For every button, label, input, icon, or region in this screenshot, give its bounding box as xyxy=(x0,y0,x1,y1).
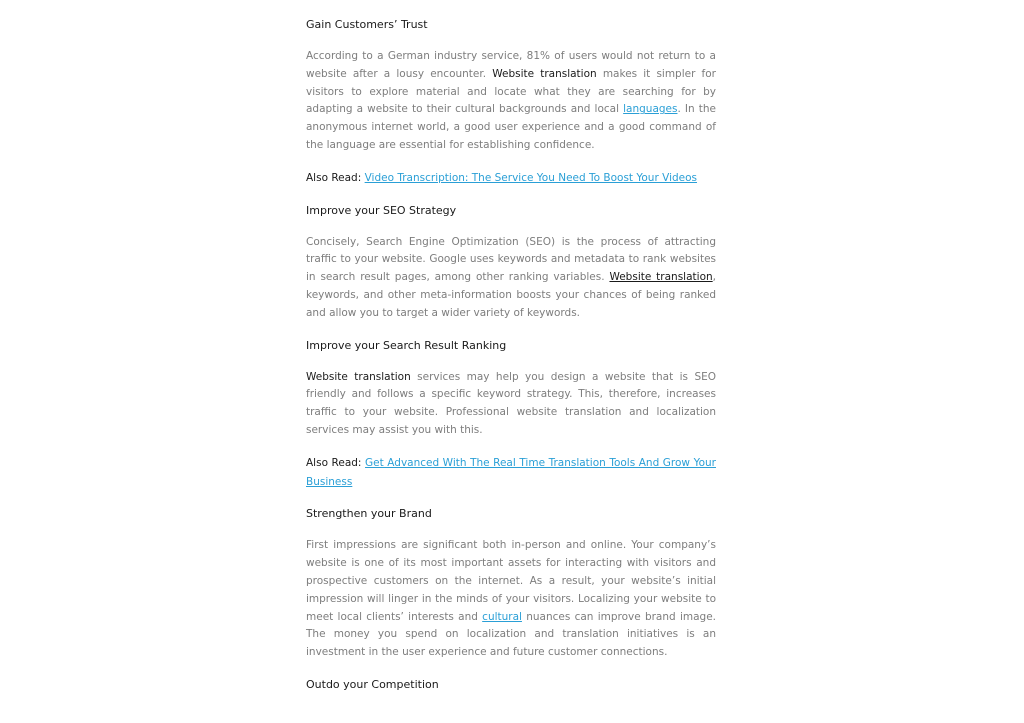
link-real-time-translation-tools[interactable]: Get Advanced With The Real Time Translation Tools And Grow Your Business xyxy=(306,456,716,488)
text-segment: Concisely, Search Engine Optimization (SEO) is the process of attracting traffic to your website. Google uses keywords and metadata to rank websites in search result pages, among other ranking variables. xyxy=(306,235,716,284)
also-read-2 xyxy=(306,454,716,492)
text-segment: services may help you design a website that is SEO friendly and follows a specific keyword strategy. This, therefore, increases traffic to your website. Professional website translation and localization services may assist you with this. xyxy=(306,370,717,436)
heading-strengthen-brand: Strengthen your Brand xyxy=(306,507,432,521)
heading-search-ranking: Improve your Search Result Ranking xyxy=(306,338,507,352)
text-segment: , keywords, and other meta-information boosts your chances of being ranked and allow you to target a wider variety of keywords. xyxy=(306,271,716,319)
text-segment: . In the anonymous internet world, a good user experience and a good command of the language are essential for establishing confidence. xyxy=(306,103,716,151)
link-website-translation[interactable]: Website translation xyxy=(609,271,713,284)
text-segment: makes it simpler for visitors to explore material and locate what they are searching for by adapting a website to their cultural backgrounds and local xyxy=(306,67,716,116)
keyword-website-translation: Website translation xyxy=(492,67,597,80)
heading-outdo-competition: Outdo your Competition xyxy=(306,677,439,691)
text-segment: First impressions are significant both in-person and online. Your company’s website is one of its most important assets for interacting with visitors and prospective customers on the internet. As a result, your website’s initial impression will linger in the minds of your visitors. Localizing your website to meet local clients’ interests and xyxy=(306,539,716,623)
link-languages[interactable]: languages xyxy=(623,103,678,116)
heading-seo-strategy: Improve your SEO Strategy xyxy=(306,203,457,217)
article-body xyxy=(306,16,716,694)
text-segment: nuances can improve brand image. The money you spend on localization and translation initiatives is an investment in the user experience and future customer connections. xyxy=(306,610,716,659)
link-cultural[interactable]: cultural xyxy=(482,610,522,623)
link-video-transcription[interactable]: Video Transcription: The Service You Need To Boost Your Videos xyxy=(364,171,698,184)
paragraph-strengthen-brand xyxy=(306,537,716,662)
keyword-website-translation: Website translation xyxy=(306,370,411,383)
paragraph-seo-strategy xyxy=(306,234,716,323)
also-read-label: Also Read: xyxy=(306,456,362,469)
text-segment: According to a German industry service, 81% of users would not return to a website after a lousy encounter. xyxy=(306,50,716,80)
also-read-1 xyxy=(306,169,716,188)
paragraph-search-ranking xyxy=(306,369,716,440)
paragraph-gain-trust xyxy=(306,48,716,155)
heading-gain-trust: Gain Customers’ Trust xyxy=(306,18,428,31)
also-read-label: Also Read: xyxy=(306,171,362,184)
